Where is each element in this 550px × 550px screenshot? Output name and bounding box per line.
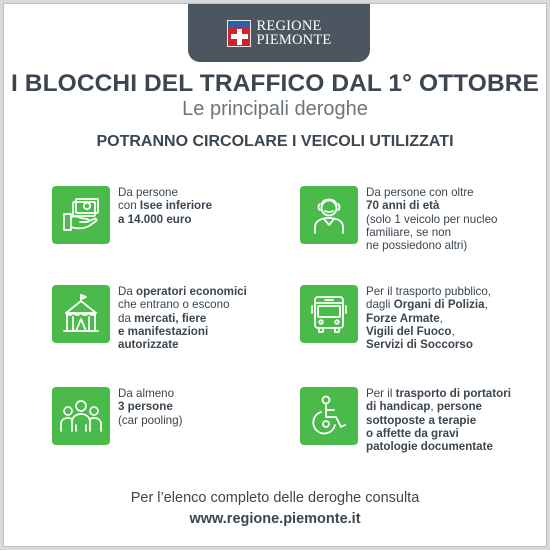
text-line [366,387,526,400]
text-span: , [430,400,437,414]
exemption-elderly-text [366,186,526,252]
exemption-handicap-text [366,387,526,453]
page-subtitle: Le principali deroghe [182,98,368,120]
exemption-car-pooling-text [118,387,278,427]
text-span-bold: Vigili del Fuoco [366,324,452,338]
text-span-bold: Organi di Polizia [393,298,485,312]
text-line [118,199,278,212]
text-span-bold: Forze Armate [366,311,440,325]
footer-text: Per l’elenco completo delle deroghe consulta [130,490,420,506]
text-line [366,312,526,325]
text-span-bold: a 14.000 euro [118,212,192,226]
text-line [366,325,526,338]
text-line: Da almeno [118,387,175,400]
text-span-bold: Servizi di Soccorso [366,338,473,352]
text-span-bold: trasporto di portatori [395,387,511,400]
text-span-bold: mercati, fiere [134,311,207,325]
header-banner [188,4,370,62]
text-span-bold: operatori economici [136,285,247,298]
text-span: , [484,298,488,312]
text-line [366,400,526,413]
text-line: ne possiedono altri) [366,239,468,253]
text-line: familiare, se non [366,225,452,239]
text-span-bold: 70 anni di età [366,199,440,213]
exemption-isee-text [118,186,278,226]
text-span: da [118,311,135,325]
text-span-bold: Isee inferiore [139,199,213,213]
text-span: con [118,199,140,213]
text-span: dagli [366,298,394,312]
text-span-bold: persone [436,400,482,414]
text-span-bold: patologie documentate [366,440,493,454]
piemonte-shield-icon [227,20,251,47]
text-span-bold: e manifestazioni [118,324,209,338]
text-line [118,338,278,351]
website-link[interactable]: www.regione.piemonte.it [189,511,361,527]
text-span: , [439,311,443,325]
text-line [366,199,526,212]
infographic-card [3,3,547,547]
text-line: che entrano o escono [118,298,230,312]
bus-icon [300,285,358,343]
exemption-markets-text [118,285,278,351]
market-tent-icon [52,285,110,343]
text-line: (car pooling) [118,413,183,427]
text-line: (solo 1 veicolo per nucleo [366,212,498,226]
text-line [118,312,278,325]
exemption-public-transport-text [366,285,526,351]
text-line [366,298,526,311]
text-span-bold: autorizzate [118,338,179,352]
logo-line-2: PIEMONTE [256,32,332,48]
text-span-bold: o affette da gravi [366,426,459,440]
text-span: , [451,324,455,338]
text-line [118,400,278,413]
text-line [366,414,526,427]
wheelchair-icon [300,387,358,445]
text-line [366,427,526,440]
three-people-icon [52,387,110,445]
text-line [118,285,278,298]
elderly-person-icon [300,186,358,244]
text-line [366,440,526,453]
text-span-bold: di handicap [366,400,431,414]
text-line [366,338,526,351]
text-line: Da persone [118,186,178,199]
logo-line-1: REGIONE [256,18,322,34]
text-line [118,213,278,226]
text-line: Per il trasporto pubblico, [366,285,492,298]
text-line [118,325,278,338]
regione-piemonte-logo [227,19,332,47]
text-span: Da [118,285,137,298]
money-hand-icon [52,186,110,244]
text-span: Per il [366,387,396,400]
text-line: Da persone con oltre [366,186,474,199]
text-span-bold: 3 persone [118,400,173,414]
text-span-bold: sottoposte a terapie [366,413,477,427]
logo-text [257,19,332,47]
section-heading: POTRANNO CIRCOLARE I VEICOLI UTILIZZATI [96,133,454,150]
page-title: I BLOCCHI DEL TRAFFICO DAL 1° OTTOBRE [10,70,539,97]
